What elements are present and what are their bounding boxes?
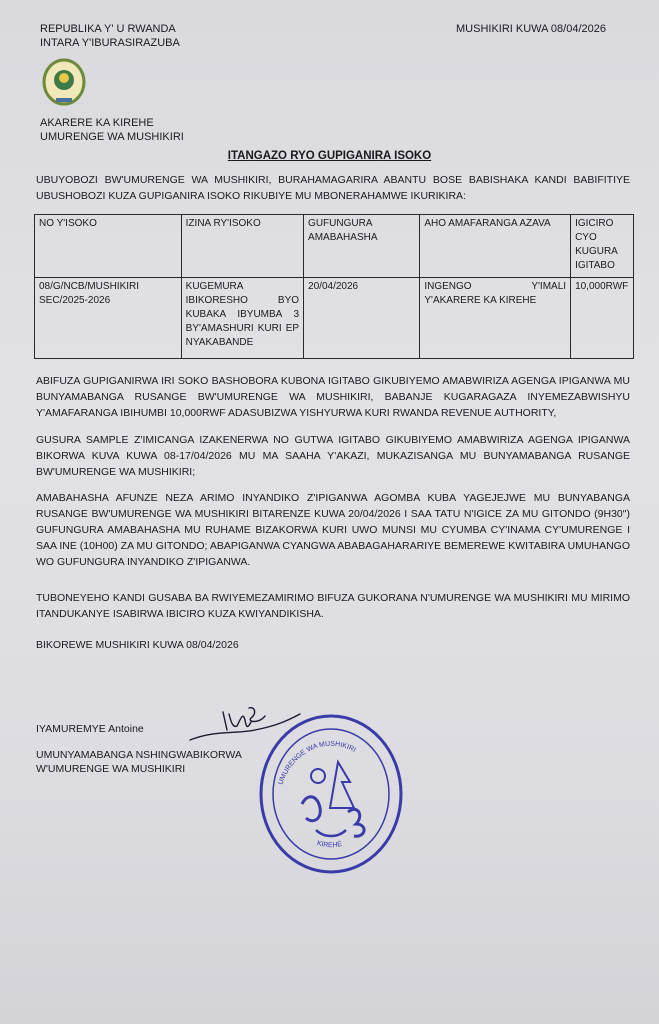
notice-title-text: ITANGAZO RYO GUPIGANIRA ISOKO <box>227 150 432 162</box>
signatory-title-line1: UMUNYAMABANGA NSHINGWABIKORWA <box>36 749 242 761</box>
table-cell: 08/G/NCB/MUSHIKIRI SEC/2025-2026 <box>35 278 182 359</box>
paragraph: GUSURA SAMPLE Z'IMICANGA IZAKENERWA NO GUTWA IGITABO GIKUBIYEMO AMABWIRIZA AGENGA IPIGANWA BIKORWA KUVA KUWA 08-17/04/2026 MU MA SAAHA Y'AKAZI, MUKAZISANGA MU BUNYAMABANGA RUSANGE BW'UMURENGE WA MUSHIKIRI; <box>36 434 630 478</box>
table-cell: INGENGO Y'IMALI Y'AKARERE KA KIREHE <box>420 278 571 359</box>
official-stamp-icon <box>258 712 404 876</box>
paragraph: AMABAHASHA AFUNZE NEZA ARIMO INYANDIKO Z'IPIGANWA AGOMBA KUBA YAGEJEJWE MU BUNYABANGA RUSANGE BW'UMURENGE WA MUSHIKIRI BITARENZE KUWA 20/04/2026 I SAA TATU N'IGICE ZA MU GITONDO (9H30") GUFUNGURA AMABAHASHA MU RUHAME BIZAKORWA KURI UWO MUNSI MU CYUMBA CY'INAMA CY'UMURENGE I SAA INE (10H00) ZA MU GITONDO; ABAPIGANWA CYANGWA ABABAGAHARARIYE BEMEREWE KWITABIRA UMUHANGO WO GUFUNGURA INYANDIKO Z'IPIGANWA. <box>36 492 630 568</box>
district-name: AKARERE KA KIREHE <box>40 117 154 129</box>
header-cell: IGICIRO CYO KUGURA IGITABO <box>571 215 634 278</box>
header-cell: GUFUNGURA AMABAHASHA <box>304 215 420 278</box>
table-cell: 10,000RWF <box>571 278 634 359</box>
notice-title <box>0 150 659 162</box>
header-cell: IZINA RY'ISOKO <box>181 215 303 278</box>
table-row <box>35 278 634 359</box>
tender-table <box>34 214 634 359</box>
place-date: MUSHIKIRI KUWA 08/04/2026 <box>456 23 606 35</box>
letterhead-local <box>40 116 184 144</box>
svg-text:KIREHE <box>316 840 343 849</box>
table-header-row <box>35 215 634 278</box>
country-name: REPUBLIKA Y' U RWANDA <box>40 23 176 35</box>
intro-paragraph: UBUYOBOZI BW'UMURENGE WA MUSHIKIRI, BURAHAMAGARIRA ABANTU BOSE BABISHAKA KANDI BABIFITIYE UBUSHOBOZI KUZA GUPIGANIRA ISOKO RIKUBIYE MU MBONERAHAMWE IKURIKIRA: <box>36 174 630 202</box>
svg-text:UMURENGE WA MUSHIKIRI <box>277 741 357 786</box>
letterhead-left <box>40 22 180 50</box>
header-cell: AHO AMAFARANGA AZAVA <box>420 215 571 278</box>
signatory-name: IYAMUREMYE Antoine <box>36 723 144 735</box>
stamp-bottom-text: KIREHE <box>316 840 343 850</box>
table-cell: 20/04/2026 <box>304 278 420 359</box>
province-name: INTARA Y'IBURASIRAZUBA <box>40 37 180 49</box>
paragraph: TUBONEYEHO KANDI GUSABA BA RWIYEMEZAMIRIMO BIFUZA GUKORANA N'UMURENGE WA MUSHIKIRI MU MIRIMO ITANDUKANYE ISABIRWA IBICIRO KUZA KWIYANDIKISHA. <box>36 592 630 620</box>
signatory-title-line2: W'UMURENGE WA MUSHIKIRI <box>36 763 186 775</box>
stamp-top-text: UMURENGE WA MUSHIKIRI <box>277 740 357 786</box>
table-cell: KUGEMURA IBIKORESHO BYO KUBAKA IBYUMBA 3 BY'AMASHURI KURI EP NYAKABANDE <box>181 278 303 359</box>
sector-name: UMURENGE WA MUSHIKIRI <box>40 131 184 143</box>
header-cell: NO Y'ISOKO <box>35 215 182 278</box>
rwanda-emblem-icon <box>42 58 86 108</box>
done-at: BIKOREWE MUSHIKIRI KUWA 08/04/2026 <box>36 639 239 651</box>
paragraph: ABIFUZA GUPIGANIRWA IRI SOKO BASHOBORA KUBONA IGITABO GIKUBIYEMO AMABWIRIZA AGENGA IPIGANWA MU BUNYAMABANGA RUSANGE BW'UMURENGE WA MUSHIKIRI, BABANJE KUGARAGAZA INYEMEZABWISHYU Y'AMAFARANGA IBIHUMBI 10,000RWF ADASUBIZWA YISHYURWA KURI RWANDA REVENUE AUTHORITY, <box>36 375 630 419</box>
